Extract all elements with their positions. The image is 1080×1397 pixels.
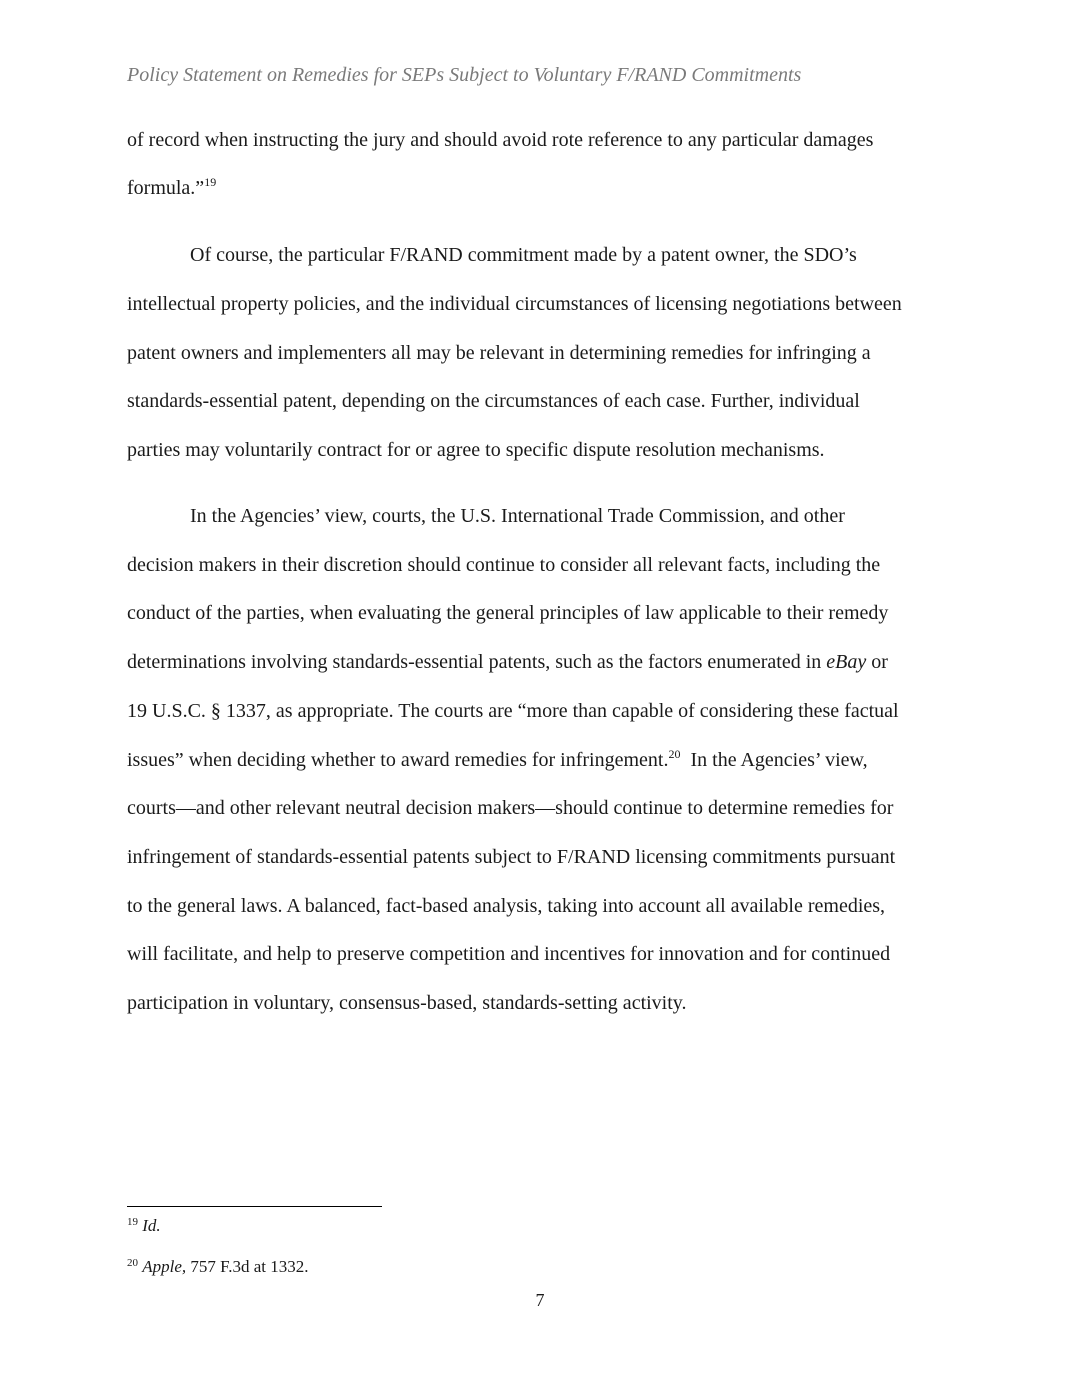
text-line: will facilitate, and help to preserve competition and incentives for innovation and for continued xyxy=(127,943,891,965)
text-span: or xyxy=(866,651,888,673)
case-name-italic: eBay xyxy=(826,651,867,673)
text-line: In the Agencies’ view, courts, the U.S. International Trade Commission, and other xyxy=(190,505,845,527)
footnote-text: 757 F.3d at 1332. xyxy=(186,1257,309,1276)
footnote-20 xyxy=(127,1257,309,1277)
text-line: to the general laws. A balanced, fact-based analysis, taking into account all available remedies, xyxy=(127,895,886,917)
text-line xyxy=(127,650,888,674)
footnote-number: 20 xyxy=(127,1257,138,1269)
footnote-number: 19 xyxy=(127,1216,138,1228)
text-line: participation in voluntary, consensus-based, standards-setting activity. xyxy=(127,992,687,1014)
text-line xyxy=(127,748,868,772)
text-line: 19 U.S.C. § 1337, as appropriate. The courts are “more than capable of considering these factual xyxy=(127,700,899,722)
text-line: decision makers in their discretion should continue to consider all relevant facts, including the xyxy=(127,554,881,576)
footnote-ref-19[interactable]: 19 xyxy=(204,175,217,189)
text-span: formula.” xyxy=(127,177,205,199)
footnote-divider xyxy=(127,1206,382,1207)
text-span: In the Agencies’ view, xyxy=(680,749,868,771)
text-span: issues” when deciding whether to award remedies for infringement. xyxy=(127,749,669,771)
footnote-ref-20[interactable]: 20 xyxy=(668,747,681,761)
footnote-italic: Apple, xyxy=(142,1257,187,1276)
text-line: Of course, the particular F/RAND commitment made by a patent owner, the SDO’s xyxy=(190,244,857,266)
footnote-19 xyxy=(127,1216,161,1236)
text-line: of record when instructing the jury and should avoid rote reference to any particular damages xyxy=(127,129,874,151)
text-line xyxy=(127,176,216,200)
page-number: 7 xyxy=(535,1290,545,1310)
footnote-italic: Id. xyxy=(142,1216,161,1235)
text-line: standards-essential patent, depending on the circumstances of each case. Further, individual xyxy=(127,390,860,412)
text-line: patent owners and implementers all may be relevant in determining remedies for infringing a xyxy=(127,342,871,364)
text-line: intellectual property policies, and the individual circumstances of licensing negotiations between xyxy=(127,293,902,315)
running-header: Policy Statement on Remedies for SEPs Subject to Voluntary F/RAND Commitments xyxy=(127,64,802,86)
text-line: courts—and other relevant neutral decision makers—should continue to determine remedies for xyxy=(127,797,894,819)
text-span: determinations involving standards-essential patents, such as the factors enumerated in xyxy=(127,651,827,673)
text-line: parties may voluntarily contract for or agree to specific dispute resolution mechanisms. xyxy=(127,439,825,461)
text-line: infringement of standards-essential patents subject to F/RAND licensing commitments pursuant xyxy=(127,846,896,868)
text-line: conduct of the parties, when evaluating the general principles of law applicable to their remedy xyxy=(127,602,889,624)
